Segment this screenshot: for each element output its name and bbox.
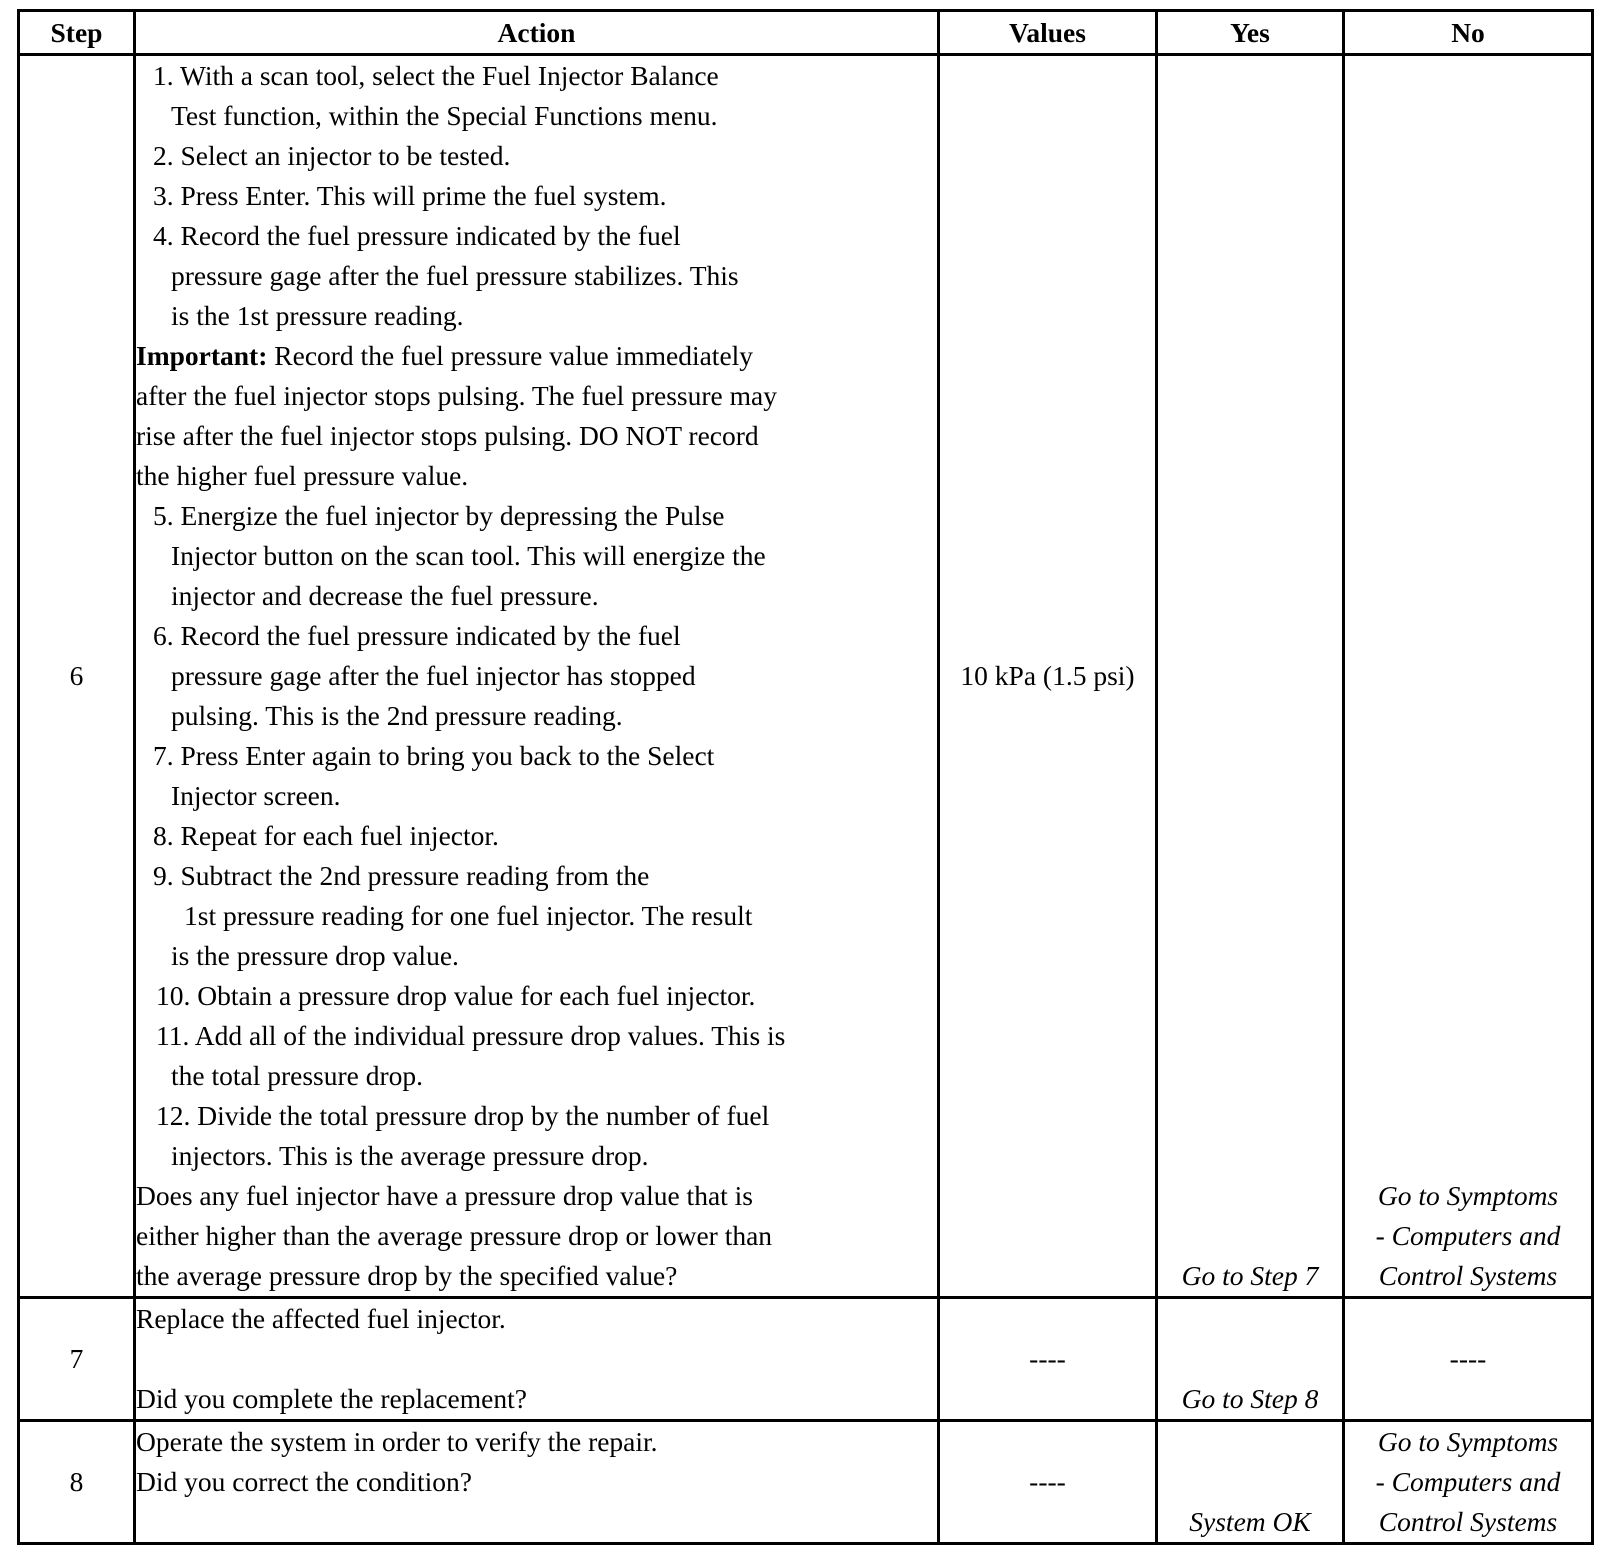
important-label: Important: [136,340,268,371]
action-line: Operate the system in order to verify the repair. [136,1426,658,1457]
values-cell: 10 kPa (1.5 psi) [939,55,1157,1298]
no-line: Go to Symptoms [1377,1180,1559,1211]
action-line: 7. Press Enter again to bring you back to the Select [153,740,715,771]
action-line: the higher fuel pressure value. [136,460,469,491]
action-line: injector and decrease the fuel pressure. [171,580,599,611]
action-line: 12. Divide the total pressure drop by the number of fuel [156,1100,770,1131]
action-line: 8. Repeat for each fuel injector. [153,820,499,851]
action-line: is the 1st pressure reading. [171,300,464,331]
action-line: Test function, within the Special Functions menu. [171,100,718,131]
action-line: 6. Record the fuel pressure indicated by the fuel [153,620,681,651]
action-cell [135,1421,939,1544]
action-line: Injector screen. [171,780,341,811]
table-row-step-6 [19,55,1593,1298]
action-line: 3. Press Enter. This will prime the fuel system. [153,180,667,211]
table-row-step-8 [19,1421,1593,1544]
header-yes: Yes [1157,11,1344,55]
question-line: Did you complete the replacement? [136,1383,527,1414]
header-no: No [1344,11,1593,55]
action-line: injectors. This is the average pressure drop. [171,1140,649,1171]
no-cell: ---- [1344,1298,1593,1421]
action-line: pulsing. This is the 2nd pressure reading. [171,700,623,731]
important-text: Record the fuel pressure value immediately [267,340,754,371]
step-number: 7 [19,1298,135,1421]
table-row-step-7 [19,1298,1593,1421]
action-line: 2. Select an injector to be tested. [153,140,511,171]
step-number: 6 [19,55,135,1298]
important-note [136,336,937,376]
question-line: either higher than the average pressure drop or lower than [136,1220,773,1251]
action-line: 5. Energize the fuel injector by depressing the Pulse [153,500,725,531]
question-line: Does any fuel injector have a pressure drop value that is [136,1180,754,1211]
question-line: Did you correct the condition? [136,1466,473,1497]
question-line: the average pressure drop by the specified value? [136,1260,678,1291]
action-line: the total pressure drop. [171,1060,424,1091]
header-step: Step [19,11,135,55]
yes-cell: System OK [1157,1421,1344,1544]
no-line: Control Systems [1378,1260,1558,1291]
no-cell [1344,1421,1593,1544]
action-cell [135,55,939,1298]
diagnostic-table [17,9,1594,1545]
no-line: Go to Symptoms [1377,1426,1559,1457]
action-line: Injector button on the scan tool. This will energize the [171,540,766,571]
action-line: 1. With a scan tool, select the Fuel Injector Balance [153,60,719,91]
no-line: Control Systems [1378,1506,1558,1537]
action-line: 1st pressure reading for one fuel injector. The result [184,900,753,931]
action-line: Replace the affected fuel injector. [136,1303,506,1334]
action-line: 10. Obtain a pressure drop value for each fuel injector. [156,980,756,1011]
action-line: pressure gage after the fuel pressure stabilizes. This [171,260,739,291]
header-values: Values [939,11,1157,55]
action-line: is the pressure drop value. [171,940,459,971]
values-cell: ---- [939,1298,1157,1421]
action-cell [135,1298,939,1421]
no-cell [1344,55,1593,1298]
action-line: pressure gage after the fuel injector has stopped [171,660,696,691]
action-line: 4. Record the fuel pressure indicated by the fuel [153,220,681,251]
yes-cell: Go to Step 7 [1157,55,1344,1298]
no-line: - Computers and [1375,1466,1561,1497]
values-cell: ---- [939,1421,1157,1544]
line-gap [136,1339,937,1379]
action-line: after the fuel injector stops pulsing. The fuel pressure may [136,380,777,411]
action-line: 9. Subtract the 2nd pressure reading from the [153,860,650,891]
header-row [19,11,1593,55]
yes-cell: Go to Step 8 [1157,1298,1344,1421]
no-line: - Computers and [1375,1220,1561,1251]
action-line: rise after the fuel injector stops pulsing. DO NOT record [136,420,759,451]
step-number: 8 [19,1421,135,1544]
header-action: Action [135,11,939,55]
action-line: 11. Add all of the individual pressure drop values. This is [156,1020,786,1051]
